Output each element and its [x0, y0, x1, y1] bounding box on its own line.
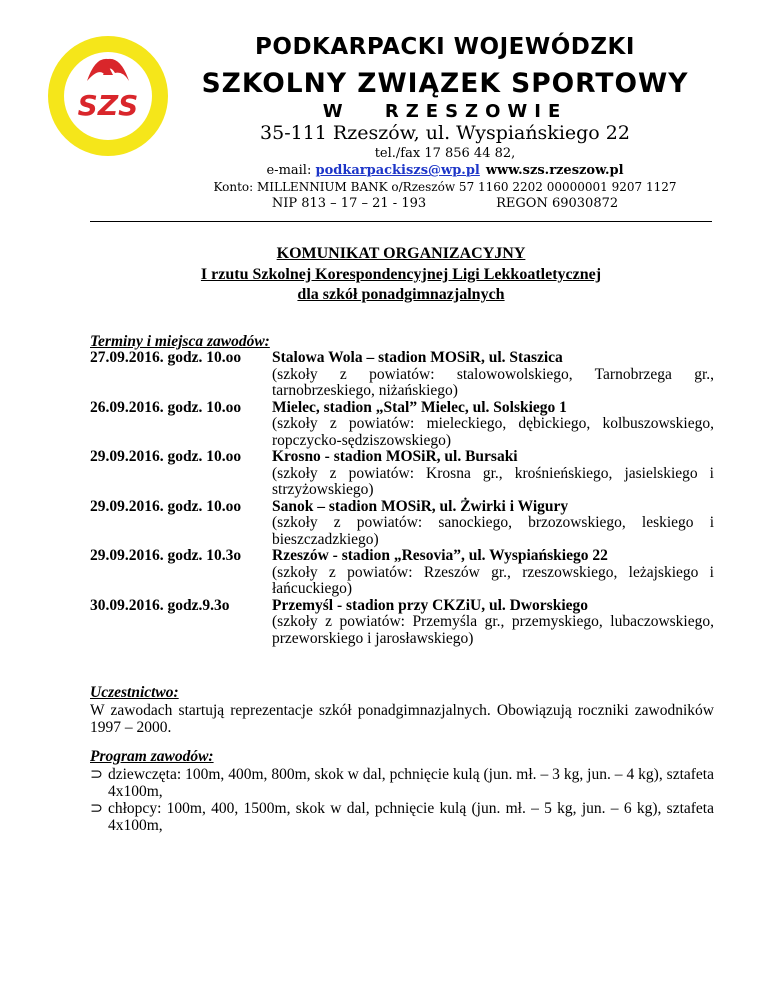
program-section	[90, 748, 714, 834]
event-schools: (szkoły z powiatów: stalowowolskiego, Tarnobrzega gr., tarnobrzeskiego, niżańskiego)	[272, 365, 714, 399]
nip: NIP 813 – 17 – 21 - 193	[271, 196, 427, 211]
list-item	[90, 766, 714, 800]
email-link[interactable]: podkarpackiszs@wp.pl	[315, 163, 480, 178]
event-date: 29.09.2016. godz. 10.3o	[90, 547, 242, 564]
tax-ids	[185, 196, 705, 211]
event-date: 30.09.2016. godz.9.3o	[90, 596, 230, 614]
list-item	[90, 800, 714, 834]
schedule-item	[90, 449, 714, 499]
event-location: Stalowa Wola – stadion MOSiR, ul. Staszica	[272, 349, 563, 366]
header-line-2: SZKOLNY ZWIĄZEK SPORTOWY	[201, 68, 689, 99]
program-item-text: dziewczęta: 100m, 400m, 800m, skok w dal, pchnięcie kulą (jun. mł. – 3 kg, jun. – 4 kg), sztafeta 4x100m,	[108, 766, 714, 800]
bullet-icon: ⊃	[90, 766, 103, 783]
schedule-item	[90, 400, 714, 450]
event-schools: (szkoły z powiatów: mieleckiego, dębickiego, kolbuszowskiego, ropczycko-sędziszowskiego)	[272, 415, 714, 449]
event-location: Mielec, stadion „Stal” Mielec, ul. Solskiego 1	[272, 398, 567, 416]
program-item-text: chłopcy: 100m, 400, 1500m, skok w dal, pchnięcie kulą (jun. mł. – 5 kg, jun. – 6 kg), sztafeta 4x100m,	[108, 800, 714, 834]
header-tel: tel./fax 17 856 44 82,	[374, 146, 516, 161]
header-contact	[185, 163, 705, 178]
event-location: Sanok – stadion MOSiR, ul. Żwirki i Wigury	[272, 497, 569, 515]
website-link[interactable]: www.szs.rzeszow.pl	[485, 163, 624, 178]
participation-section	[90, 684, 714, 736]
regon: REGON 69030872	[496, 196, 619, 211]
event-date: 26.09.2016. godz. 10.oo	[90, 398, 242, 416]
schedule-item	[90, 548, 714, 598]
event-schools: (szkoły z powiatów: Przemyśla gr., przemyskiego, lubaczowskiego, przeworskiego i jarosławskiego)	[272, 613, 714, 647]
doc-subtitle-2: dla szkół ponadgimnazjalnych	[297, 286, 505, 303]
event-location: Przemyśl - stadion przy CKZiU, ul. Dworskiego	[272, 596, 589, 614]
header-address: 35-111 Rzeszów, ul. Wyspiańskiego 22	[260, 122, 630, 144]
program-heading: Program zawodów:	[90, 748, 214, 765]
doc-subtitle-1: I rzutu Szkolnej Korespondencyjnej Ligi Lekkoatletycznej	[200, 266, 602, 283]
program-list	[90, 766, 714, 834]
event-schools: (szkoły z powiatów: sanockiego, brzozowskiego, leskiego i bieszczadzkiego)	[272, 514, 714, 548]
doc-title: KOMUNIKAT ORGANIZACYJNY	[276, 245, 526, 262]
email-label: e-mail:	[266, 163, 316, 178]
header-divider	[90, 221, 712, 222]
event-schools: (szkoły z powiatów: Rzeszów gr., rzeszowskiego, leżajskiego i łańcuckiego)	[272, 563, 714, 597]
schedule-item	[90, 598, 714, 648]
schedule-item	[90, 350, 714, 400]
szs-logo	[47, 35, 169, 157]
participation-text: W zawodach startują reprezentacje szkół ponadgimnazjalnych. Obowiązują roczniki zawodników 1997 – 2000.	[90, 702, 714, 736]
bullet-icon: ⊃	[90, 800, 103, 817]
event-location: Rzeszów - stadion „Resovia”, ul. Wyspiańskiego 22	[272, 547, 608, 564]
participation-heading: Uczestnictwo:	[90, 684, 179, 701]
logo-text: SZS	[77, 89, 139, 122]
event-schools: (szkoły z powiatów: Krosna gr., krośnieńskiego, jasielskiego i strzyżowskiego)	[272, 464, 714, 498]
schedule-item	[90, 499, 714, 549]
header-line-3: W RZESZOWIE	[322, 101, 568, 122]
event-location: Krosno - stadion MOSiR, ul. Bursaki	[272, 448, 518, 465]
event-date: 27.09.2016. godz. 10.oo	[90, 349, 242, 366]
header-line-1: PODKARPACKI WOJEWÓDZKI	[255, 34, 635, 60]
schedule-list	[90, 350, 714, 647]
event-date: 29.09.2016. godz. 10.oo	[90, 497, 242, 515]
event-date: 29.09.2016. godz. 10.oo	[90, 448, 242, 465]
schedule-heading: Terminy i miejsca zawodów:	[90, 333, 270, 350]
bank-account: Konto: MILLENNIUM BANK o/Rzeszów 57 1160 2202 00000001 9207 1127	[213, 180, 677, 194]
